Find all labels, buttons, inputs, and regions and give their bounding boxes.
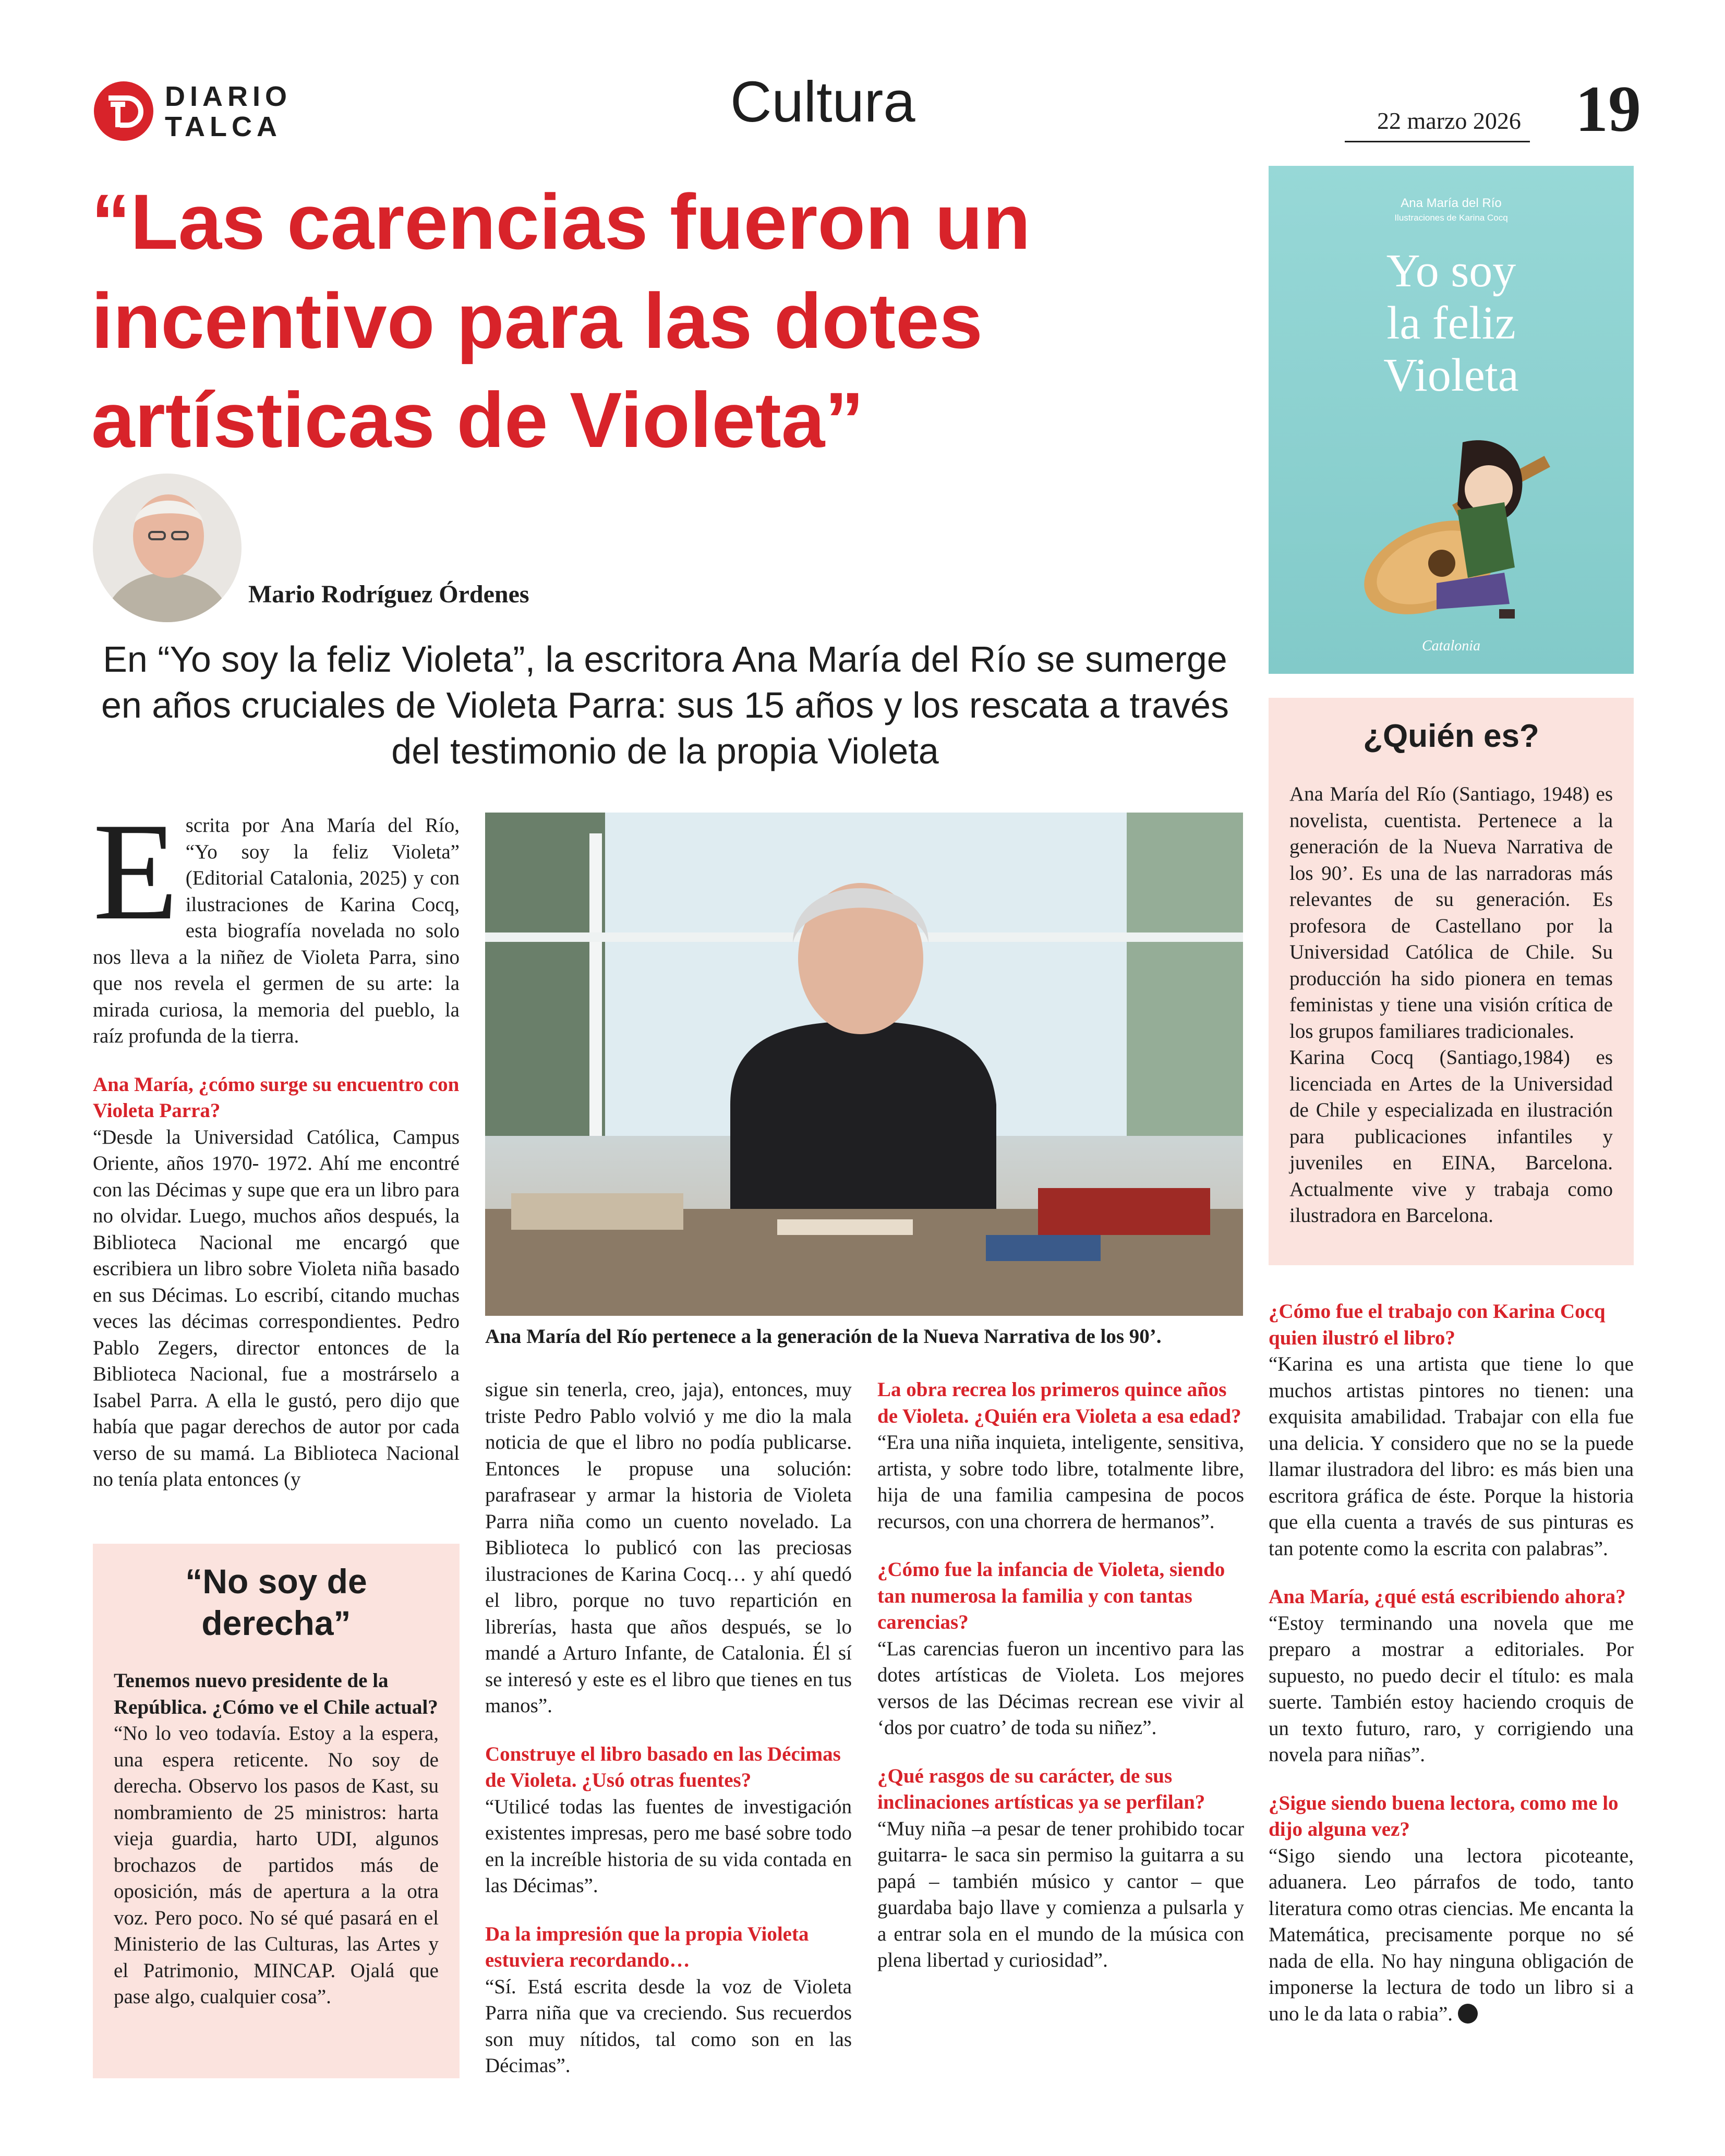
main-photo <box>485 813 1243 1316</box>
cover-title-3: Violeta <box>1383 349 1519 401</box>
answer-7: “Karina es una artista que tiene lo que muchos artistas pintores no tienen: una exquisita amabilidad. Trabajar con ella fue una delicia. Y considero que no se la puede llamar ilustradora del libro: es más bien una escritora gráfica de éste. Porque la historia que ella cuenta a través de sus pinturas es tan potente como la escrita con palabras”. <box>1269 1353 1634 1560</box>
question-7: ¿Cómo fue el trabajo con Karina Cocq quien ilustró el libro? <box>1269 1300 1606 1349</box>
headline: “Las carencias fueron un incentivo para las dotes artísticas de Violeta” <box>91 178 1031 464</box>
question-8: Ana María, ¿qué está escribiendo ahora? <box>1269 1585 1626 1608</box>
answer-1-cont: sigue sin tenerla, creo, jaja), entonces, muy triste Pedro Pablo volvió y me dio la mala noticia de que el libro no podía publicarse. Entonces le propuse una solución: parafrasear y armar la historia de Violeta Parra niña como un cuento novelado. La Biblioteca lo publicó con las preciosas ilustraciones de Karina Cocq… y ahí quedó el libro, porque no tuvo repartición en librerías, hasta que años después, se lo mandé a Arturo Infante, de Catalonia. Él sí se interesó y este es el libro que tienes en tus manos”. <box>485 1378 852 1717</box>
answer-9: “Sigo siendo una lectora picoteante, aduanera. Leo párrafos de todo, tanto literatura como otras ciencias. Me encanta la Matemática, precisamente porque no sé nada de ella. No hay ninguna obligación de imponerse la lectura de todo un libro si a uno le da lata o rabia”. <box>1269 1844 1634 2025</box>
column-2 <box>485 1377 852 2079</box>
answer-5: “Las carencias fueron un incentivo para las dotes artísticas de Violeta. Los mejores versos de las Décimas recrean ese vivir al ‘dos por cuatro’ de toda su niñez”. <box>877 1637 1244 1739</box>
answer-6: “Muy niña –a pesar de tener prohibido tocar guitarra- le saca sin permiso la guitarra a su papá – también músico y cantor – que guardaba bajo llave y comienza a pulsarla y a entrar sola en el mundo de la música con plena libertad y curiosidad”. <box>877 1817 1244 1971</box>
girl-guitar-illustration-icon <box>1332 411 1572 620</box>
sidebar-quien-es-p1: Ana María del Río (Santiago, 1948) es novelista, cuentista. Pertenece a la generación de la Nueva Narrativa de los 90’. Es una de las narradoras más relevantes de su generación. Es profesora de Castellano por la Universidad Católica de Chile. Su producción ha sido pionera en temas feministas y tiene una visión crítica de los grupos familiares tradicionales. <box>1289 783 1613 1043</box>
question-2: Construye el libro basado en las Décimas de Violeta. ¿Usó otras fuentes? <box>485 1742 841 1791</box>
cover-publisher: Catalonia <box>1421 638 1480 654</box>
drop-cap: E <box>93 794 178 949</box>
issue-date: 22 marzo 2026 <box>1377 107 1521 134</box>
logo-line2: TALCA <box>165 111 282 142</box>
sidebar-no-soy <box>93 1544 460 2078</box>
photo-caption: Ana María del Río pertenece a la generación de la Nueva Narrativa de los 90’. <box>485 1325 1162 1348</box>
writer-photo-icon <box>485 813 1243 1316</box>
cover-title-1: Yo soy <box>1386 245 1516 297</box>
page-number: 19 <box>1575 73 1641 146</box>
column-1 <box>93 794 460 1493</box>
cover-title-2: la feliz <box>1386 297 1516 349</box>
sidebar-no-soy-body <box>114 1668 439 2010</box>
cover-illustrator: Ilustraciones de Karina Cocq <box>1394 213 1508 223</box>
end-mark-icon <box>1458 2004 1478 2024</box>
section-title: Cultura <box>730 70 915 134</box>
answer-3: “Sí. Está escrita desde la voz de Violeta Parra niña que va creciendo. Sus recuerdos son muy nítidos, tal como son en las Décimas”. <box>485 1975 852 2077</box>
diario-talca-logo-icon <box>93 80 154 142</box>
question-1: Ana María, ¿cómo surge su encuentro con Violeta Parra? <box>93 1073 460 1122</box>
sidebar-no-soy-title: “No soy de derecha” <box>185 1562 367 1642</box>
cover-author: Ana María del Río <box>1401 196 1502 210</box>
answer-8: “Estoy terminando una novela que me preparo a mostrar a editoriales. Por supuesto, no puedo decir el título: es mala suerte. También estoy haciendo croquis de un texto futuro, raro, y corrigiendo una novela para niñas”. <box>1269 1612 1634 1766</box>
question-4: La obra recrea los primeros quince años de Violeta. ¿Quién era Violeta a esa edad? <box>877 1378 1241 1427</box>
question-5: ¿Cómo fue la infancia de Violeta, siendo tan numerosa la familia y con tantas carencias? <box>877 1558 1225 1633</box>
answer-1: “Desde la Universidad Católica, Campus Oriente, años 1970- 1972. Ahí me encontré con las Décimas y supe que era un libro para no olvidar. Luego, muchos años después, la Biblioteca Nacional me encargó que escribiera un libro sobre Violeta niña basado en sus Décimas. Lo escribí, citando muchas veces las décimas correspondientes. Pedro Pablo Zegers, director entonces de la Biblioteca Nacional, fue a mostrárselo a Isabel Parra. A ella le gustó, pero dijo que había que pagar derechos de autor por cada verso de su mamá. La Biblioteca Nacional no tenía plata entonces (y <box>93 1125 460 1491</box>
question-3: Da la impresión que la propia Violeta estuviera recordando… <box>485 1922 809 1971</box>
sidebar-no-soy-answer: “No lo veo todavía. Estoy a la espera, una espera reticente. No soy de derecha. Observo los pasos de Kast, su nombramiento de 25 ministros: harta vieja guardia, harto UDI, algunos brochazos de partidos más de oposición, más de apertura a la otra voz. Pero poco. No sé qué pasará en el Ministerio de las Culturas, las Artes y el Patrimonio, MINCAP. Ojalá que pase algo, cualquier cosa”. <box>114 1722 439 2008</box>
sidebar-no-soy-question: Tenemos nuevo presidente de la República. ¿Cómo ve el Chile actual? <box>114 1669 438 1718</box>
sidebar-quien-es-p2: Karina Cocq (Santiago,1984) es licenciada en Artes de la Universidad de Chile y especializada en ilustración para publicaciones infantiles y juveniles en EINA, Barcelona. Actualmente vive y trabaja como ilustradora en Barcelona. <box>1289 1046 1613 1227</box>
question-6: ¿Qué rasgos de su carácter, de sus inclinaciones artísticas ya se perfilan? <box>877 1764 1205 1813</box>
sidebar-quien-es <box>1269 698 1634 1265</box>
date-rule <box>1345 141 1530 142</box>
author-portrait-icon <box>93 474 242 622</box>
author-avatar <box>93 474 242 622</box>
question-9: ¿Sigue siendo buena lectora, como me lo dijo alguna vez? <box>1269 1791 1619 1840</box>
sidebar-quien-es-title: ¿Quién es? <box>1363 718 1539 754</box>
intro-text: scrita por Ana María del Río, “Yo soy la feliz Violeta” (Editorial Catalonia, 2025) y con ilustraciones de Karina Cocq, esta biografía novelada no solo nos lleva a la niñez de Violeta Parra, sino que nos revela el germen de su arte: la mirada curiosa, la memoria del pueblo, la raíz profunda de la tierra. <box>93 814 460 1047</box>
lead-paragraph: En “Yo soy la feliz Violeta”, la escritora Ana María del Río se sumerge en años cruciales de Violeta Parra: sus 15 años y los rescata a través del testimonio de la propia Violeta <box>101 639 1229 771</box>
logo <box>93 78 307 143</box>
column-3 <box>877 1377 1244 1974</box>
column-4 <box>1269 1299 1634 2027</box>
answer-2: “Utilicé todas las fuentes de investigación existentes impresas, pero me basé sobre todo en la increíble historia de su vida contada en las Décimas”. <box>485 1795 852 1897</box>
intro-paragraph <box>93 794 460 1050</box>
book-cover <box>1269 166 1634 674</box>
answer-4: “Era una niña inquieta, inteligente, sensitiva, artista, y sobre todo libre, totalmente libre, hija de una familia campesina de pocos recursos, con una chorrera de hermanos”. <box>877 1431 1244 1533</box>
sidebar-quien-es-body <box>1289 781 1613 1229</box>
logo-line1: DIARIO <box>165 81 292 112</box>
author-name: Mario Rodríguez Órdenes <box>248 580 529 608</box>
